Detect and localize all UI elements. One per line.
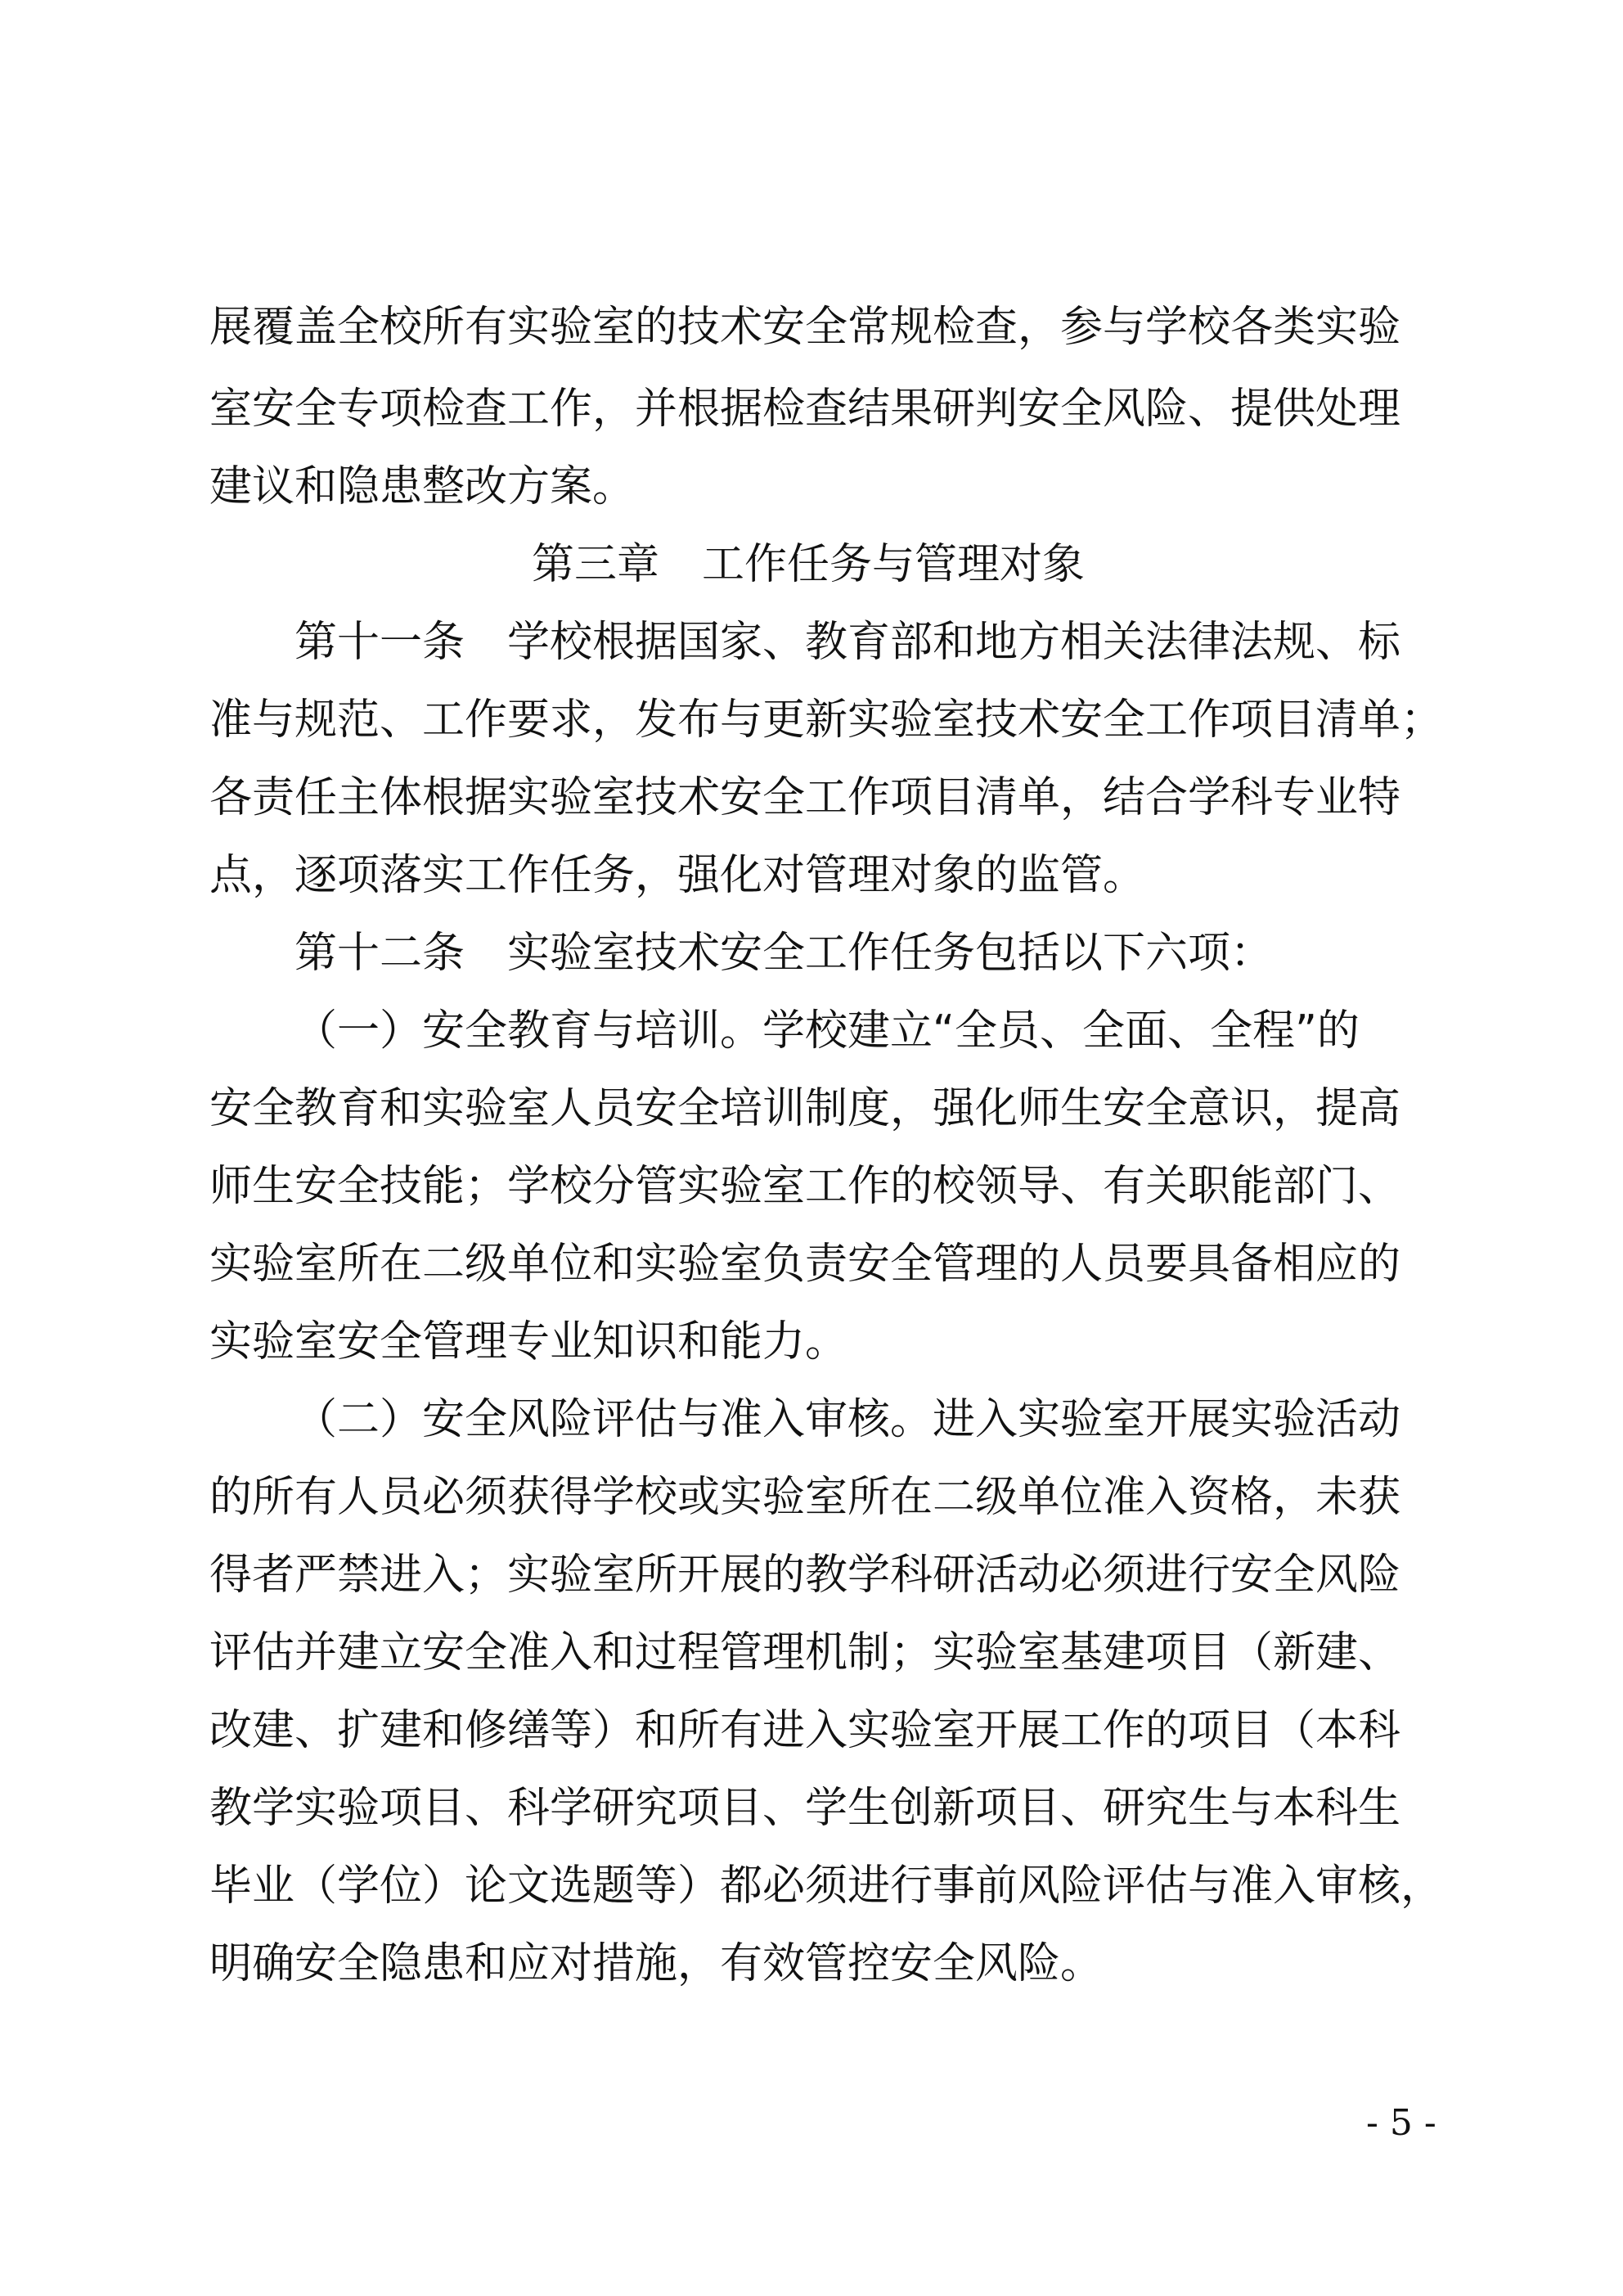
text-line-3: 建议和隐患整改方案。 xyxy=(209,462,636,511)
text-line-20: 教学实验项目、科学研究项目、学生创新项目、研究生与本科生 xyxy=(209,1784,1401,1833)
text-line-6: 准与规范、工作要求，发布与更新实验室技术安全工作项目清单； xyxy=(209,696,1444,745)
text-line-1: 展覆盖全校所有实验室的技术安全常规检查，参与学校各类实验 xyxy=(209,303,1401,352)
text-line-7: 各责任主体根据实验室技术安全工作项目清单，结合学科专业特 xyxy=(209,773,1401,822)
text-line-21: 毕业（学位）论文选题等）都必须进行事前风险评估与准入审核， xyxy=(209,1862,1444,1911)
text-line-10: （一）安全教育与培训。学校建立“全员、全面、全程”的 xyxy=(294,1006,1360,1056)
text-line-9: 第十二条 实验室技术安全工作任务包括以下六项： xyxy=(294,929,1274,978)
text-line-16: 的所有人员必须获得学校或实验室所在二级单位准入资格，未获 xyxy=(209,1473,1401,1522)
text-line-8: 点，逐项落实工作任务，强化对管理对象的监管。 xyxy=(209,851,1146,900)
page-number: - 5 - xyxy=(1366,2102,1436,2144)
chapter-heading: 第三章 工作任务与管理对象 xyxy=(532,540,1086,589)
text-line-17: 得者严禁进入；实验室所开展的教学科研活动必须进行安全风险 xyxy=(209,1551,1401,1600)
text-line-19: 改建、扩建和修缮等）和所有进入实验室开展工作的项目（本科 xyxy=(209,1706,1401,1755)
text-line-14: 实验室安全管理专业知识和能力。 xyxy=(209,1317,848,1366)
text-line-22: 明确安全隐患和应对措施，有效管控安全风险。 xyxy=(209,1939,1104,1988)
text-line-15: （二）安全风险评估与准入审核。进入实验室开展实验活动 xyxy=(294,1395,1401,1444)
text-line-12: 师生安全技能；学校分管实验室工作的校领导、有关职能部门、 xyxy=(209,1162,1401,1211)
text-line-5: 第十一条 学校根据国家、教育部和地方相关法律法规、标 xyxy=(294,618,1401,667)
text-line-2: 室安全专项检查工作，并根据检查结果研判安全风险、提供处理 xyxy=(209,385,1401,434)
text-line-13: 实验室所在二级单位和实验室负责安全管理的人员要具备相应的 xyxy=(209,1240,1401,1289)
text-line-11: 安全教育和实验室人员安全培训制度，强化师生安全意识，提高 xyxy=(209,1084,1401,1133)
text-line-18: 评估并建立安全准入和过程管理机制；实验室基建项目（新建、 xyxy=(209,1628,1401,1677)
